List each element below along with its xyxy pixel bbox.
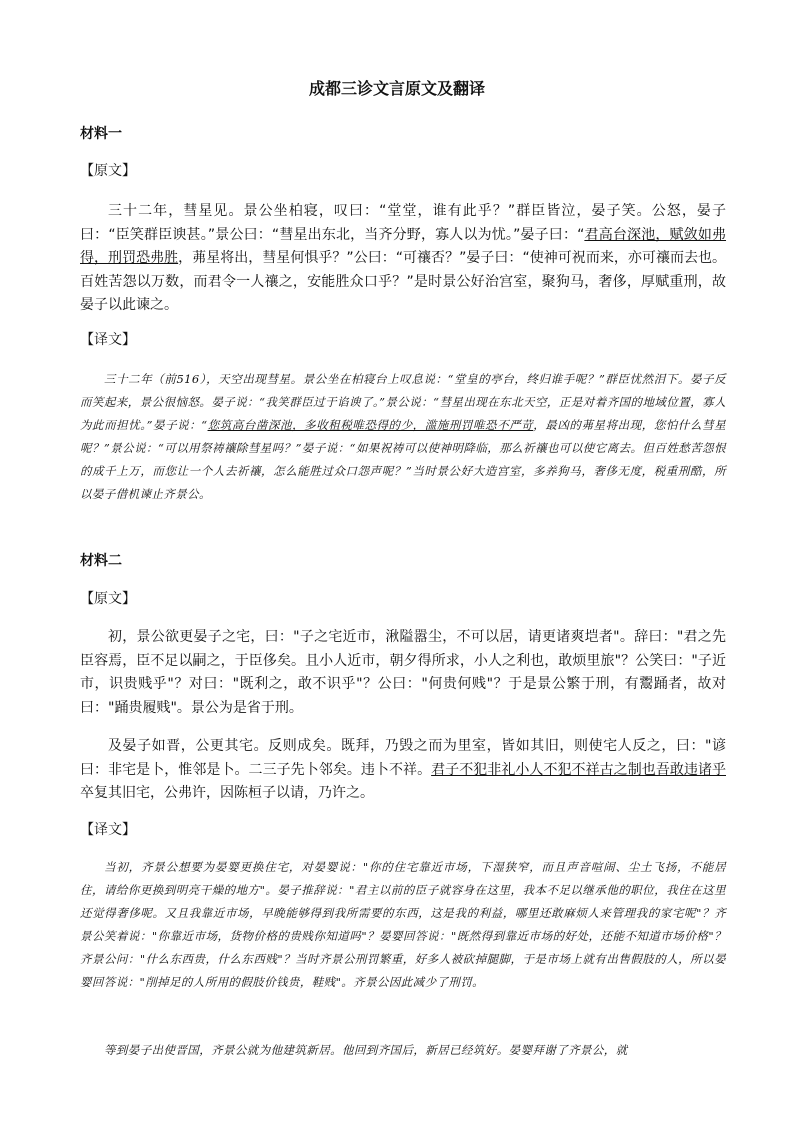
document-title: 成都三诊文言原文及翻译 (308, 79, 485, 98)
underlined-sentence: 君高台深池，赋敛如弗得，刑罚恐弗胜 (80, 226, 727, 266)
section-heading-material-2: 材料二 (80, 553, 122, 569)
text-span: 三十二年，彗星见。景公坐柏寝，叹曰：“堂堂，谁有此乎？”群臣皆泣，晏子笑。公怒，晏子曰：“臣笑群臣谀甚。”景公曰：“彗星出东北，当齐分野，寡人以为忧。”晏子曰：“ (80, 203, 726, 243)
text-span: 卒复其旧宅，公弗许，因陈桓子以请，乃许之。 (80, 785, 374, 801)
translation-label-2: 【译文】 (80, 822, 136, 838)
original-text-paragraph-1 (80, 200, 726, 318)
text-span: 及晏子如晋，公更其宅。反则成矣。既拜，乃毁之而为里室，皆如其旧，则使宅人反之，曰："谚曰：非宅是卜，惟邻是卜。二三子先卜邻矣。违卜不祥。 (80, 738, 726, 778)
text-span: ，茀星将出，彗星何惧乎？”公曰：“可禳否？”晏子曰：“使神可祝而来，亦可禳而去也。百姓苦怨以万数，而君令一人禳之，安能胜众口乎？”是时景公好治宫室，聚狗马，奢侈，厚赋重刑，故晏子以此谏之。 (80, 250, 727, 313)
translation-label-1: 【译文】 (80, 332, 136, 348)
original-text-label-1: 【原文】 (80, 163, 136, 179)
text-span: ，最凶的茀星将出现，您怕什么彗星呢？”景公说：“可以用祭祷禳除彗星吗？”晏子说：“如果祝祷可以使神明降临，那么祈禳也可以使它离去。但百姓愁苦怨恨的成千上万，而您让一个人去祈禳，怎么能胜过众口怨声呢？”当时景公好大造宫室，多养狗马，奢侈无度，税重刑酷，所以晏子借机谏止齐景公。 (80, 418, 727, 501)
underlined-sentence: 您筑高台凿深池，多收租税唯恐得的少，滥施刑罚唯恐不严苛 (207, 418, 534, 432)
text-span: 三十二年（前516），天空出现彗星。景公坐在柏寝台上叹息说：“堂皇的亭台，终归谁手呢？”群臣忧然泪下。晏子反而笑起来，景公很恼怒。晏子说：“我笑群臣过于谄谀了。”景公说：“彗星出现在东北天空，正是对着齐国的地域位置，寡人为此而担忧。”晏子说：“ (80, 372, 726, 432)
translation-paragraph-2: 当初，齐景公想要为晏婴更换住宅，对晏婴说："你的住宅靠近市场，下湿狭窄，而且声音喧闹、尘土飞扬，不能居住，请给你更换到明亮干燥的地方"。晏子推辞说："君主以前的臣子就容身在这里，我本不足以继承他的职位，我住在这里还觉得奢侈呢。又且我靠近市场，早晚能够得到我所需要的东西，这是我的利益，哪里还敢麻烦人来管理我的家宅呢"？齐景公笑着说："你靠近市场，货物价格的贵贱你知道吗"？晏婴回答说："既然得到靠近市场的好处，还能不知道市场价格"？齐景公问："什么东西贵，什么东西贱"？当时齐景公刑罚繁重，好多人被砍掉腿脚，于是市场上就有出售假肢的人，所以晏婴回答说："削掉足的人所用的假肢价钱贵，鞋贱"。齐景公因此减少了刑罚。 (80, 860, 726, 989)
translation-paragraph-1 (80, 368, 726, 506)
original-text-paragraph-3 (80, 735, 726, 806)
underlined-sentence: 君子不犯非礼小人不犯不祥古之制也吾敢违诸乎 (431, 761, 726, 778)
translation-paragraph-3: 等到晏子出使晋国，齐景公就为他建筑新居。他回到齐国后，新居已经筑好。晏婴拜谢了齐景公，就 (104, 1043, 628, 1057)
original-text-label-2: 【原文】 (80, 591, 136, 607)
original-text-paragraph-2: 初，景公欲更晏子之宅，曰："子之宅近市，湫隘嚣尘，不可以居，请更诸爽垲者"。辞曰："君之先臣容焉，臣不足以嗣之，于臣侈矣。且小人近市，朝夕得所求，小人之利也，敢烦里旅"？公笑曰："子近市，识贵贱乎"？对曰："既利之，敢不识乎"？公曰："何贵何贱"？于是景公繁于刑，有鬻踊者，故对曰："踊贵履贱"。景公为是省于刑。 (80, 629, 726, 716)
section-heading-material-1: 材料一 (80, 126, 122, 142)
